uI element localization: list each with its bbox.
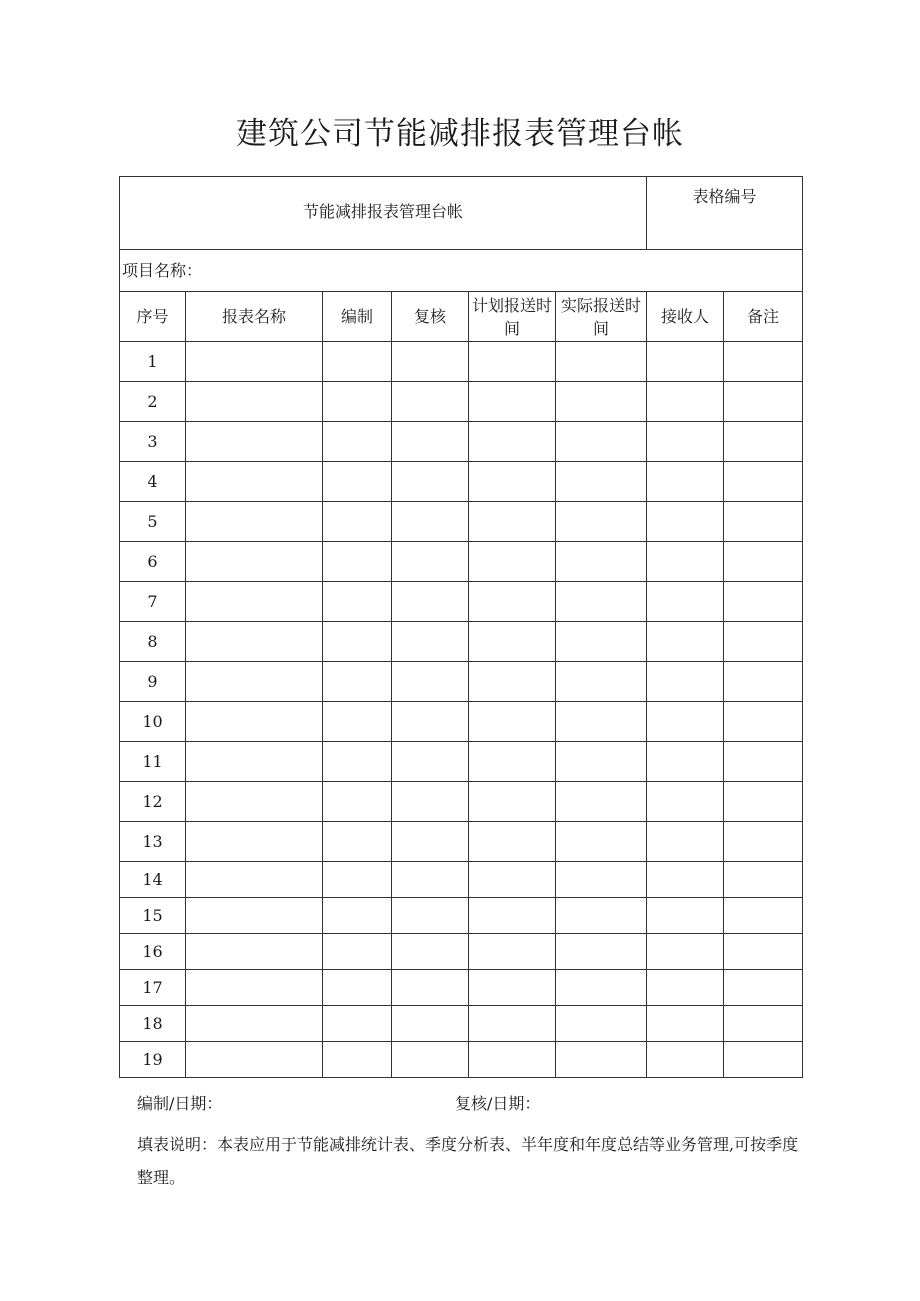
table-cell[interactable] xyxy=(647,934,724,970)
table-cell[interactable] xyxy=(647,822,724,862)
table-cell[interactable] xyxy=(323,582,392,622)
table-cell[interactable] xyxy=(469,662,556,702)
table-cell[interactable] xyxy=(323,1006,392,1042)
table-cell[interactable] xyxy=(556,742,647,782)
column-header: 备注 xyxy=(724,292,803,342)
column-header: 报表名称 xyxy=(186,292,323,342)
row-number: 7 xyxy=(120,582,186,622)
table-cell[interactable] xyxy=(647,342,724,382)
table-row xyxy=(120,662,803,702)
table-row xyxy=(120,542,803,582)
table-cell[interactable] xyxy=(323,662,392,702)
table-cell[interactable] xyxy=(323,970,392,1006)
table-row xyxy=(120,970,803,1006)
table-cell[interactable] xyxy=(724,898,803,934)
table-cell[interactable] xyxy=(724,742,803,782)
table-cell[interactable] xyxy=(556,782,647,822)
table-cell[interactable] xyxy=(647,542,724,582)
table-cell[interactable] xyxy=(724,382,803,422)
table-cell[interactable] xyxy=(647,898,724,934)
table-cell[interactable] xyxy=(323,342,392,382)
table-row xyxy=(120,742,803,782)
project-name-field[interactable]: 项目名称： xyxy=(120,250,803,292)
table-cell[interactable] xyxy=(724,1006,803,1042)
table-cell[interactable] xyxy=(323,382,392,422)
table-cell[interactable] xyxy=(392,582,469,622)
row-number: 12 xyxy=(120,782,186,822)
table-row xyxy=(120,822,803,862)
table-row xyxy=(120,342,803,382)
table-cell[interactable] xyxy=(724,934,803,970)
table-cell[interactable] xyxy=(469,862,556,898)
table-cell[interactable] xyxy=(323,502,392,542)
page-title: 建筑公司节能减排报表管理台帐 xyxy=(236,116,684,152)
table-cell[interactable] xyxy=(186,1006,323,1042)
table-cell[interactable] xyxy=(392,1042,469,1078)
column-header: 计划报送时间 xyxy=(469,292,556,342)
row-number: 15 xyxy=(120,898,186,934)
row-number: 10 xyxy=(120,702,186,742)
table-cell[interactable] xyxy=(323,622,392,662)
table-cell[interactable] xyxy=(392,462,469,502)
row-number: 8 xyxy=(120,622,186,662)
table-cell[interactable] xyxy=(186,862,323,898)
table-cell[interactable] xyxy=(647,502,724,542)
table-cell[interactable] xyxy=(392,662,469,702)
table-cell[interactable] xyxy=(469,622,556,662)
row-number: 11 xyxy=(120,742,186,782)
prepared-by-date-label: 编制/日期： xyxy=(137,1094,223,1113)
table-cell[interactable] xyxy=(556,382,647,422)
row-number: 19 xyxy=(120,1042,186,1078)
row-number: 4 xyxy=(120,462,186,502)
table-cell[interactable] xyxy=(556,1042,647,1078)
table-cell[interactable] xyxy=(469,1006,556,1042)
table-cell[interactable] xyxy=(556,934,647,970)
table-cell[interactable] xyxy=(323,934,392,970)
row-number: 16 xyxy=(120,934,186,970)
table-cell[interactable] xyxy=(724,342,803,382)
table-cell[interactable] xyxy=(186,582,323,622)
table-cell[interactable] xyxy=(724,862,803,898)
table-cell[interactable] xyxy=(186,782,323,822)
column-header-row xyxy=(120,292,803,342)
table-cell[interactable] xyxy=(469,462,556,502)
table-cell[interactable] xyxy=(724,582,803,622)
table-cell[interactable] xyxy=(469,742,556,782)
table-row xyxy=(120,422,803,462)
table-cell[interactable] xyxy=(556,462,647,502)
table-cell[interactable] xyxy=(724,782,803,822)
table-cell[interactable] xyxy=(323,422,392,462)
table-cell[interactable] xyxy=(392,422,469,462)
table-cell[interactable] xyxy=(647,862,724,898)
table-cell[interactable] xyxy=(556,582,647,622)
table-cell[interactable] xyxy=(392,862,469,898)
table-cell[interactable] xyxy=(392,1006,469,1042)
table-cell[interactable] xyxy=(392,622,469,662)
row-number: 5 xyxy=(120,502,186,542)
table-cell[interactable] xyxy=(469,382,556,422)
table-cell[interactable] xyxy=(647,382,724,422)
table-cell[interactable] xyxy=(392,502,469,542)
table-cell[interactable] xyxy=(392,822,469,862)
table-cell[interactable] xyxy=(469,422,556,462)
column-header: 复核 xyxy=(392,292,469,342)
table-row xyxy=(120,702,803,742)
table-cell[interactable] xyxy=(724,542,803,582)
table-cell[interactable] xyxy=(724,502,803,542)
row-number: 14 xyxy=(120,862,186,898)
table-cell[interactable] xyxy=(392,934,469,970)
table-cell[interactable] xyxy=(186,542,323,582)
table-cell[interactable] xyxy=(647,782,724,822)
table-cell[interactable] xyxy=(186,502,323,542)
column-header: 序号 xyxy=(120,292,186,342)
table-cell[interactable] xyxy=(556,622,647,662)
table-cell[interactable] xyxy=(392,702,469,742)
table-cell[interactable] xyxy=(556,1006,647,1042)
column-header: 编制 xyxy=(323,292,392,342)
table-cell[interactable] xyxy=(392,742,469,782)
table-row xyxy=(120,462,803,502)
table-cell[interactable] xyxy=(392,898,469,934)
table-cell[interactable] xyxy=(556,702,647,742)
table-row xyxy=(120,1006,803,1042)
table-cell[interactable] xyxy=(392,970,469,1006)
table-row xyxy=(120,898,803,934)
table-cell[interactable] xyxy=(186,934,323,970)
table-row xyxy=(120,782,803,822)
table-cell[interactable] xyxy=(724,970,803,1006)
ledger-table xyxy=(119,176,803,1078)
row-number: 2 xyxy=(120,382,186,422)
table-cell[interactable] xyxy=(647,702,724,742)
table-cell[interactable] xyxy=(724,422,803,462)
table-row xyxy=(120,582,803,622)
table-cell[interactable] xyxy=(469,342,556,382)
table-cell[interactable] xyxy=(724,702,803,742)
table-cell[interactable] xyxy=(469,898,556,934)
table-cell[interactable] xyxy=(323,1042,392,1078)
table-cell[interactable] xyxy=(556,662,647,702)
table-row xyxy=(120,502,803,542)
table-cell[interactable] xyxy=(323,898,392,934)
table-cell[interactable] xyxy=(469,542,556,582)
table-cell[interactable] xyxy=(186,970,323,1006)
table-row xyxy=(120,934,803,970)
table-cell[interactable] xyxy=(186,742,323,782)
table-cell[interactable] xyxy=(323,462,392,502)
table-cell[interactable] xyxy=(724,1042,803,1078)
table-cell[interactable] xyxy=(392,782,469,822)
table-cell[interactable] xyxy=(392,382,469,422)
table-row xyxy=(120,622,803,662)
reviewed-by-date-label: 复核/日期： xyxy=(455,1094,541,1113)
table-cell[interactable] xyxy=(186,662,323,702)
table-cell[interactable] xyxy=(724,622,803,662)
row-number: 13 xyxy=(120,822,186,862)
table-header-title: 节能减排报表管理台帐 xyxy=(120,177,647,250)
column-header: 实际报送时间 xyxy=(556,292,647,342)
table-cell[interactable] xyxy=(186,822,323,862)
column-header: 接收人 xyxy=(647,292,724,342)
table-cell[interactable] xyxy=(556,422,647,462)
table-cell[interactable] xyxy=(392,342,469,382)
row-number: 9 xyxy=(120,662,186,702)
row-number: 17 xyxy=(120,970,186,1006)
table-cell[interactable] xyxy=(556,898,647,934)
table-cell[interactable] xyxy=(186,342,323,382)
table-cell[interactable] xyxy=(556,542,647,582)
table-cell[interactable] xyxy=(647,1042,724,1078)
table-cell[interactable] xyxy=(323,862,392,898)
table-row xyxy=(120,382,803,422)
table-cell[interactable] xyxy=(724,822,803,862)
table-cell[interactable] xyxy=(469,502,556,542)
table-cell[interactable] xyxy=(323,742,392,782)
table-cell[interactable] xyxy=(469,1042,556,1078)
table-cell[interactable] xyxy=(647,662,724,702)
table-cell[interactable] xyxy=(647,970,724,1006)
table-cell[interactable] xyxy=(392,542,469,582)
table-cell[interactable] xyxy=(724,662,803,702)
row-number: 3 xyxy=(120,422,186,462)
table-cell[interactable] xyxy=(469,582,556,622)
table-cell[interactable] xyxy=(186,422,323,462)
table-cell[interactable] xyxy=(647,422,724,462)
table-cell[interactable] xyxy=(186,462,323,502)
row-number: 6 xyxy=(120,542,186,582)
table-cell[interactable] xyxy=(469,970,556,1006)
table-cell[interactable] xyxy=(323,702,392,742)
fill-instructions: 填表说明：本表应用于节能减排统计表、季度分析表、半年度和年度总结等业务管理,可按季度整理。 xyxy=(137,1135,799,1187)
form-number-label: 表格编号 xyxy=(647,177,803,250)
table-cell[interactable] xyxy=(647,582,724,622)
table-cell[interactable] xyxy=(647,1006,724,1042)
table-row xyxy=(120,862,803,898)
table-cell[interactable] xyxy=(469,702,556,742)
table-cell[interactable] xyxy=(186,622,323,662)
table-row xyxy=(120,1042,803,1078)
table-cell[interactable] xyxy=(556,342,647,382)
table-cell[interactable] xyxy=(469,782,556,822)
table-cell[interactable] xyxy=(469,822,556,862)
row-number: 18 xyxy=(120,1006,186,1042)
table-cell[interactable] xyxy=(556,822,647,862)
table-cell[interactable] xyxy=(647,462,724,502)
table-cell[interactable] xyxy=(556,970,647,1006)
table-cell[interactable] xyxy=(469,934,556,970)
table-cell[interactable] xyxy=(556,862,647,898)
table-cell[interactable] xyxy=(556,502,647,542)
row-number: 1 xyxy=(120,342,186,382)
table-cell[interactable] xyxy=(323,782,392,822)
table-cell[interactable] xyxy=(323,822,392,862)
table-cell[interactable] xyxy=(186,1042,323,1078)
table-cell[interactable] xyxy=(186,382,323,422)
table-cell[interactable] xyxy=(186,898,323,934)
table-cell[interactable] xyxy=(323,542,392,582)
table-cell[interactable] xyxy=(724,462,803,502)
table-cell[interactable] xyxy=(186,702,323,742)
table-cell[interactable] xyxy=(647,742,724,782)
table-cell[interactable] xyxy=(647,622,724,662)
